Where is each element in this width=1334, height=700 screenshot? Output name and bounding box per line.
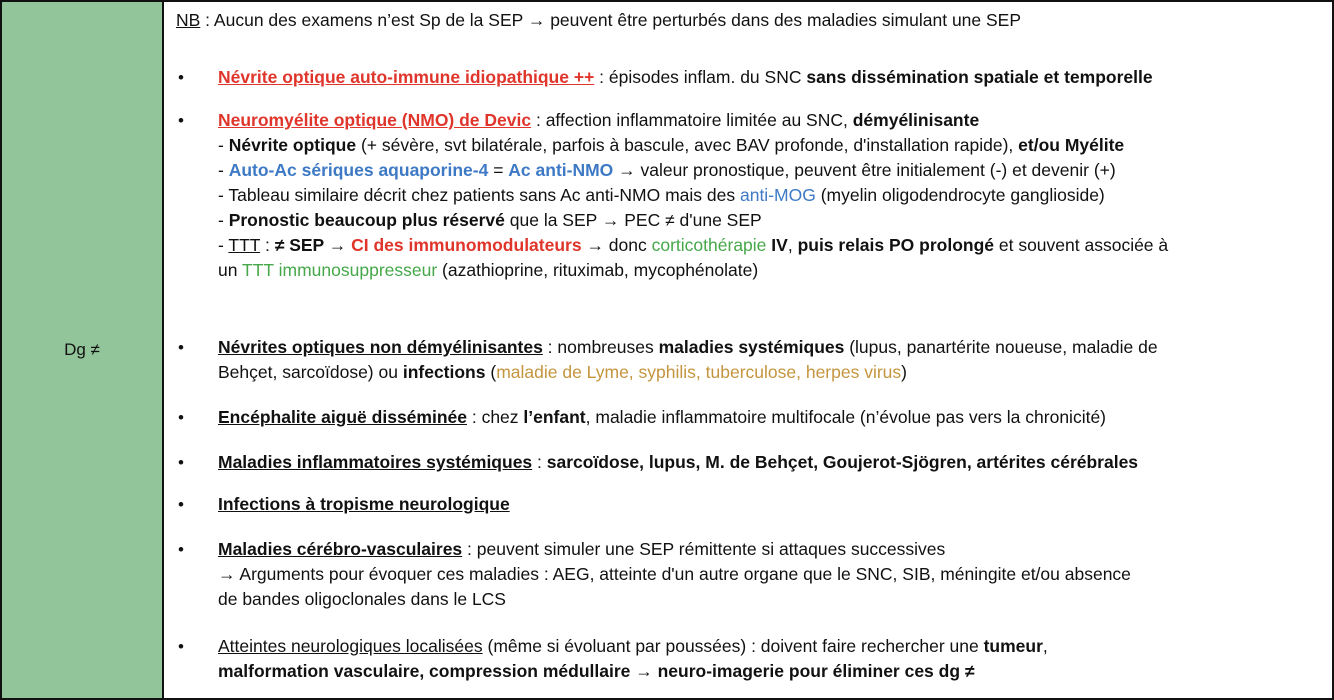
bullet-icon: • [178, 637, 184, 656]
section-label-cell [2, 2, 164, 698]
bullet-icon: • [178, 111, 184, 130]
section-label: Dg ≠ [64, 340, 100, 359]
nb-note: NB : Aucun des examens n’est Sp de la SEP → peuvent être perturbés dans des maladies simulant une SEP [176, 10, 1022, 30]
bullet-icon: • [178, 68, 184, 87]
bullet-icon: • [178, 453, 184, 472]
list-item: • Maladies inflammatoires systémiques : sarcoïdose, lupus, M. de Behçet, Goujerot-Sjögren, artérites cérébrales [218, 450, 1320, 475]
bullet-icon: • [178, 338, 184, 357]
list-item: • Atteintes neurologiques localisées (même si évoluant par poussées) : doivent faire rechercher une tumeur, malformation vasculaire, compression médullaire → neuro-imagerie pour éliminer ces dg ≠ [178, 636, 1048, 681]
list-item: • Encéphalite aiguë disséminée : chez l’enfant, maladie inflammatoire multifocale (n’évolue pas vers la chronicité) [218, 405, 1320, 430]
list-item: • Névrite optique auto-immune idiopathique ++ : épisodes inflam. du SNC sans dissémination spatiale et temporelle [218, 65, 1320, 90]
bullet-icon: • [178, 408, 184, 427]
list-item: • Névrites optiques non démyélinisantes : nombreuses maladies systémiques (lupus, panartérite noueuse, maladie de Behçet, sarcoïdose) ou infections (maladie de Lyme, syphilis, tuberculose, herpes virus) [178, 337, 1158, 382]
list-item: • Neuromyélite optique (NMO) de Devic : affection inflammatoire limitée au SNC, démyélinisante - Névrite optique (+ sévère, svt bilatérale, parfois à bascule, avec BAV profonde, d'installation rapide), et/ou Myélite - Auto-Ac sériques aquaporine-4 = Ac anti-NMO → valeur pronostique, peuvent être initialement (-) et devenir (+) - Tableau similaire décrit chez patients sans Ac anti-NMO mais des anti-MOG (myelin oligodendrocyte ganglioside) - Pronostic beaucoup plus réservé que la SEP → PEC ≠ d'une SEP - TTT : ≠ SEP → CI des immunomodulateurs → donc corticothérapie IV, puis relais PO prolongé et souvent associée à un TTT immunosuppresseur (azathioprine, rituximab, mycophénolate) [178, 110, 1169, 280]
list-item: • Maladies cérébro-vasculaires : peuvent simuler une SEP rémittente si attaques successives → Arguments pour évoquer ces maladies : AEG, atteinte d'un autre organe que le SNC, SIB, méningite et/ou absence de bandes oligoclonales dans le LCS [178, 539, 1131, 609]
content-cell [164, 2, 1332, 698]
bullet-icon: • [178, 540, 184, 559]
bullet-icon: • [178, 495, 184, 514]
list-item: • Infections à tropisme neurologique [218, 492, 1320, 517]
